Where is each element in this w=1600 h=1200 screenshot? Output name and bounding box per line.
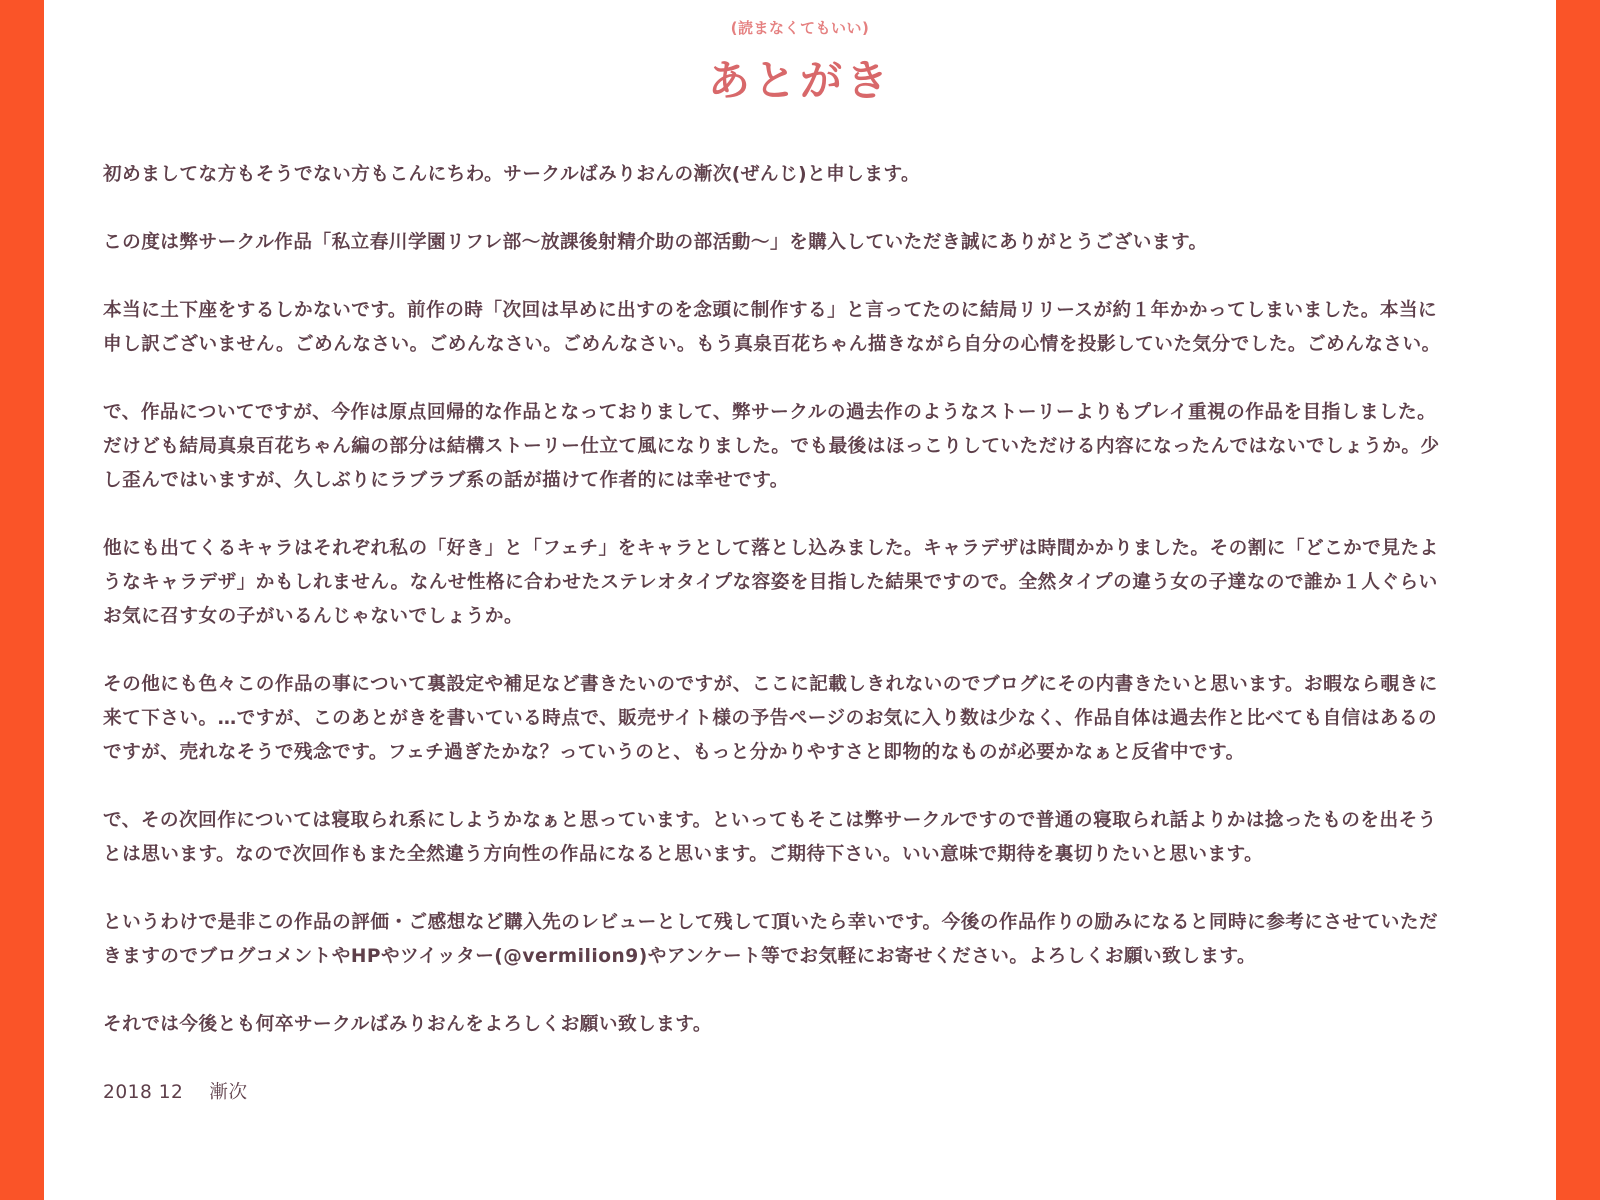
page-title: あとがき bbox=[707, 56, 892, 105]
page-subtitle: (読まなくてもいい) bbox=[730, 19, 870, 37]
text-line: し歪んではいますが、久しぶりにラブラブ系の話が描けて作者的には幸せです。 bbox=[103, 470, 789, 491]
signature bbox=[103, 1076, 1535, 1110]
signature-author: 漸次 bbox=[209, 1082, 248, 1103]
text-line: で、その次回作については寝取られ系にしようかなぁと思っています。といってもそこは弊サークルですので普通の寝取られ話よりかは捻ったものを出そう bbox=[103, 810, 1437, 831]
text-line: ですが、売れなそうで残念です。フェチ過ぎたかな？っていうのと、もっと分かりやすさと即物的なものが必要かなぁと反省中です。 bbox=[103, 742, 1245, 763]
text-line: きますのでブログコメントやHPやツイッター(@vermilion9)やアンケート等でお気軽にお寄せください。よろしくお願い致します。 bbox=[103, 946, 1257, 967]
right-border-bar bbox=[1556, 0, 1600, 1200]
paragraph-characters bbox=[103, 532, 1535, 634]
paragraph-apology bbox=[103, 294, 1535, 362]
paragraph-about-work bbox=[103, 396, 1535, 498]
paragraph-greeting bbox=[103, 158, 1535, 192]
afterword-page bbox=[44, 0, 1556, 1200]
signature-date: 2018 12 bbox=[103, 1082, 184, 1103]
text-line: だけども結局真泉百花ちゃん編の部分は結構ストーリー仕立て風になりました。でも最後はほっこりしていただける内容になったんではないでしょうか。少 bbox=[103, 436, 1440, 457]
paragraph-next-work bbox=[103, 804, 1535, 872]
paragraph-feedback bbox=[103, 906, 1535, 974]
text-line: 本当に土下座をするしかないです。前作の時「次回は早めに出すのを念頭に制作する」と言ってたのに結局リリースが約１年かかってしまいました。本当に bbox=[103, 300, 1438, 321]
text-line: この度は弊サークル作品「私立春川学園リフレ部〜放課後射精介助の部活動〜」を購入していただき誠にありがとうございます。 bbox=[103, 232, 1208, 253]
text-line: お気に召す女の子がいるんじゃないでしょうか。 bbox=[103, 606, 524, 627]
paragraph-blog bbox=[103, 668, 1535, 770]
afterword-body bbox=[103, 158, 1535, 1110]
text-line: それでは今後とも何卒サークルばみりおんをよろしくお願い致します。 bbox=[103, 1014, 712, 1035]
text-line: というわけで是非この作品の評価・ご感想など購入先のレビューとして残して頂いたら幸いです。今後の作品作りの励みになると同時に参考にさせていただ bbox=[103, 912, 1439, 933]
text-line: 来て下さい。…ですが、このあとがきを書いている時点で、販売サイト様の予告ページのお気に入り数は少なく、作品自体は過去作と比べても自信はあるの bbox=[103, 708, 1438, 729]
text-line: とは思います。なので次回作もまた全然違う方向性の作品になると思います。ご期待下さい。いい意味で期待を裏切りたいと思います。 bbox=[103, 844, 1264, 865]
text-line: その他にも色々この作品の事について裏設定や補足など書きたいのですが、ここに記載しきれないのでブログにその内書きたいと思います。お暇なら覗きに bbox=[103, 674, 1438, 695]
text-line: 他にも出てくるキャラはそれぞれ私の「好き」と「フェチ」をキャラとして落とし込みました。キャラデザは時間かかりました。その割に「どこかで見たよ bbox=[103, 538, 1439, 559]
text-line: 初めましてな方もそうでない方もこんにちわ。サークルばみりおんの漸次(ぜんじ)と申します。 bbox=[103, 164, 921, 185]
text-line: うなキャラデザ」かもしれません。なんせ性格に合わせたステレオタイプな容姿を目指した結果ですので。全然タイプの違う女の子達なので誰か１人ぐらい bbox=[103, 572, 1438, 593]
text-line: で、作品についてですが、今作は原点回帰的な作品となっておりまして、弊サークルの過去作のようなストーリーよりもプレイ重視の作品を目指しました。 bbox=[103, 402, 1437, 423]
paragraph-thanks bbox=[103, 226, 1535, 260]
text-line: 申し訳ございません。ごめんなさい。ごめんなさい。ごめんなさい。もう真泉百花ちゃん描きながら自分の心情を投影していた気分でした。ごめんなさい。 bbox=[103, 334, 1441, 355]
paragraph-closing bbox=[103, 1008, 1535, 1042]
left-border-bar bbox=[0, 0, 44, 1200]
